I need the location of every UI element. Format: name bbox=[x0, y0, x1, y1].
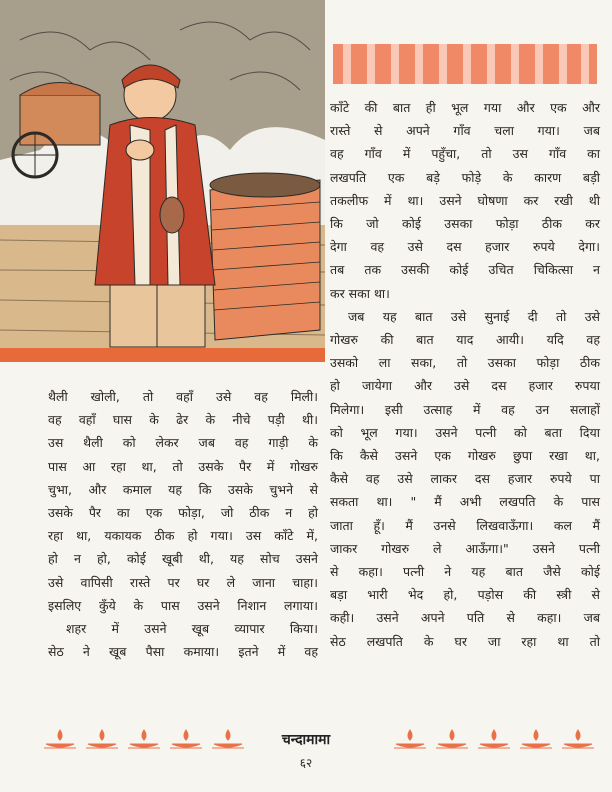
text-line: सेठ लखपति के घर जा रहा था तो bbox=[330, 633, 600, 649]
text-line: जब यह बात उसे सुनाई दी तो उसे bbox=[348, 308, 600, 324]
text-line: वह वहाँ घास के ढेर के नीचे पड़ी थी। bbox=[48, 412, 318, 428]
text-line: उस थैली को लेकर जब वह गाड़ी के bbox=[48, 435, 318, 451]
text-line: थैली खोली, तो वहाँ उसे वह मिली। bbox=[48, 389, 318, 404]
text-line: देगा वह उसे दस हजार रुपये देगा। bbox=[330, 239, 600, 255]
text-line: तब तक उसकी कोई उचित चिकित्सा न bbox=[330, 262, 600, 278]
text-line: काँटे की बात ही भूल गया और एक और bbox=[330, 100, 600, 115]
oil-lamp-icon bbox=[86, 730, 118, 748]
text-line: पास आ रहा था, तो उसके पैर में गोखरु bbox=[48, 458, 318, 474]
text-line: तकलीफ में था। उसने घोषणा कर रखी थी bbox=[330, 192, 600, 208]
text-line: उसे वापिसी रास्ते पर घर ले जाना चाहा। bbox=[48, 574, 318, 590]
oil-lamp-icon bbox=[520, 730, 552, 748]
text-line: रहा था, यकायक ठीक हो गया। उस काँटे में, bbox=[48, 528, 318, 544]
text-line: शहर में उसने खूब व्यापार किया। bbox=[66, 621, 318, 637]
text-line: हो जायेगा और उसे दस हजार रुपया bbox=[330, 378, 600, 394]
text-line: कि जो कोई उसका फोड़ा ठीक कर bbox=[330, 216, 600, 232]
oil-lamp-icon bbox=[436, 730, 468, 748]
text-line: से कहा। पत्नी ने यह बात जैसे कोई bbox=[330, 564, 600, 580]
text-line: इसलिए कुँये के पास उसने निशान लगाया। bbox=[48, 597, 318, 613]
oil-lamp-icon bbox=[170, 730, 202, 748]
oil-lamp-icon bbox=[562, 730, 594, 748]
oil-lamp-icon bbox=[212, 730, 244, 748]
footer-lamps-left bbox=[40, 724, 250, 752]
text-line: को भूल गया। उसने पत्नी को बता दिया bbox=[330, 424, 600, 440]
text-line: कि कैसे उसने एक गोखरु छुपा रखा था, bbox=[330, 448, 600, 464]
text-line: सकता था। " मैं अभी लखपति के पास bbox=[330, 494, 600, 510]
decorative-header-band bbox=[333, 44, 597, 84]
text-line: गोखरु की बात याद आयी। यदि वह bbox=[330, 332, 600, 348]
story-illustration bbox=[0, 0, 325, 362]
oil-lamp-icon bbox=[394, 730, 426, 748]
right-text-column bbox=[330, 96, 600, 653]
illustration-art bbox=[0, 0, 325, 362]
oil-lamp-icon bbox=[478, 730, 510, 748]
text-line: सेठ ने खूब पैसा कमाया। इतने में वह bbox=[48, 644, 318, 660]
text-line: लखपति एक बड़े फोड़े के कारण बड़ी bbox=[330, 169, 600, 185]
text-line: कैसे वह उसे लाकर दस हजार रुपये पा bbox=[330, 471, 600, 487]
text-line: रास्ते से अपने गाँव चला गया। जब bbox=[330, 123, 600, 139]
oil-lamp-icon bbox=[128, 730, 160, 748]
text-line: कर सका था। bbox=[330, 285, 390, 301]
text-line: कही। उसने अपने पति से कहा। जब bbox=[330, 610, 600, 626]
left-text-column bbox=[48, 385, 318, 663]
text-line: जाकर गोखरु ले आऊँगा।" उसने पत्नी bbox=[330, 540, 600, 556]
well bbox=[210, 173, 320, 340]
text-line: उसके पैर का एक फोड़ा, जो ठीक न हो bbox=[48, 505, 318, 521]
text-line: वह गाँव में पहुँचा, तो उस गाँव का bbox=[330, 146, 600, 162]
text-line: हो न हो, कोई खूबी थी, यह सोच उसने bbox=[48, 551, 318, 567]
oil-lamp-icon bbox=[44, 730, 76, 748]
text-line: बड़ा भारी भेद हो, पड़ोस की स्त्री से bbox=[330, 587, 600, 603]
page-number: ६२ bbox=[299, 756, 313, 770]
text-line: मिलेगा। इसी उत्साह में वह उन सलाहों bbox=[330, 401, 600, 417]
text-line: उसको ला सका, तो उसका फोड़ा ठीक bbox=[330, 355, 600, 371]
footer-lamps-right bbox=[390, 724, 600, 752]
text-line: चुभा, और कमाल यह कि उसके चुभने से bbox=[48, 481, 318, 497]
text-line: जाता हूँ। मैं उनसे लिखवाऊँगा। कल मैं bbox=[330, 517, 600, 533]
magazine-name: चन्दामामा bbox=[281, 732, 331, 748]
